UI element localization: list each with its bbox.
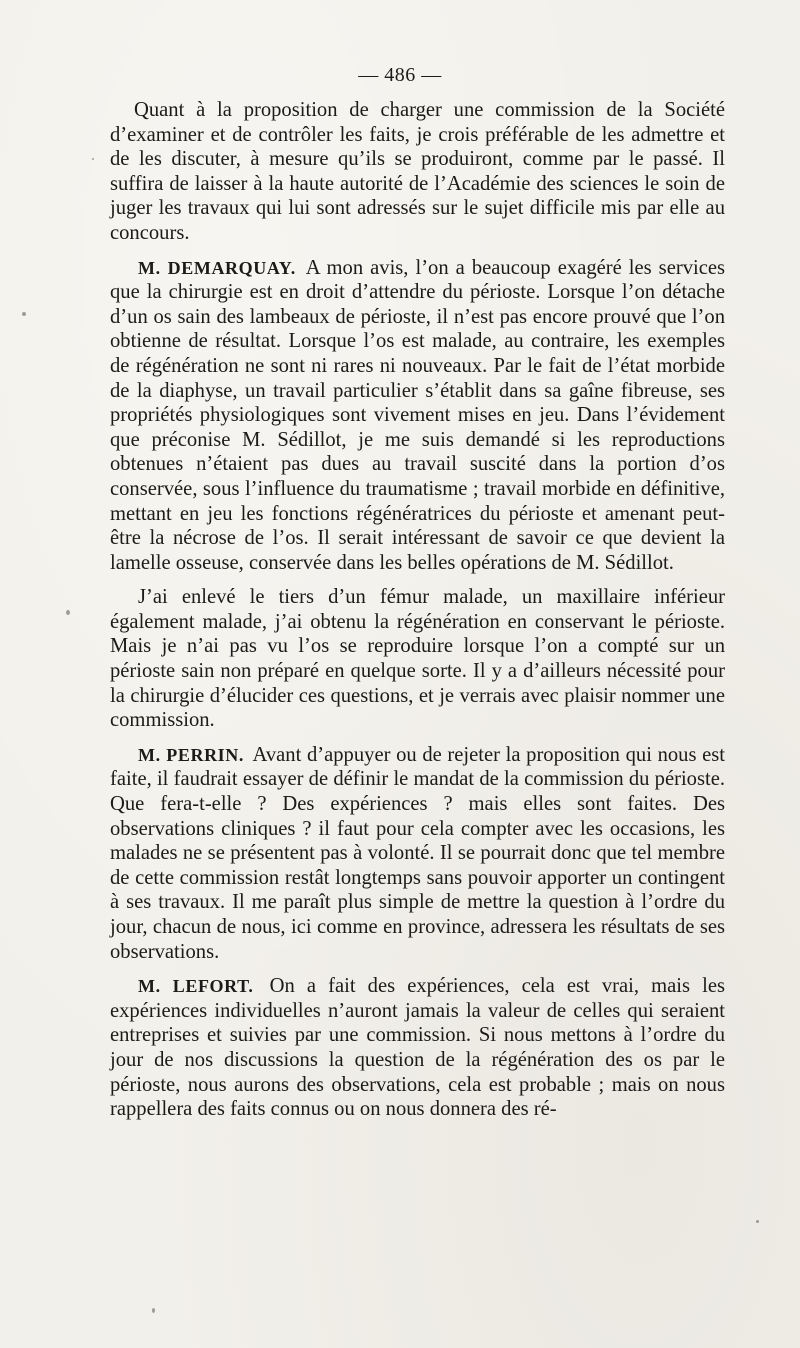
scan-speck [66, 610, 70, 615]
body-text [110, 98, 725, 1132]
scan-speck [756, 1220, 759, 1223]
paragraph-text: J’ai enlevé le tiers d’un fémur malade, un maxillaire inférieur également malade, j’ai obtenu la régénération en conservant le périoste. Mais je n’ai pas vu l’os se reproduire lorsque l’on a compté sur un périoste sain non préparé en quelque sorte. Il y a d’ailleurs nécessité pour la chirurgie d’élucider ces questions, et je verrais avec plaisir nommer une commission. [110, 586, 725, 732]
paragraph-text: On a fait des expériences, cela est vrai, mais les expériences individuelles n’auront jamais la valeur de celles qui seraient entreprises et suivies par une commission. Si nous mettons à l’ordre du jour de nos discussions la question de la régénération des os par le périoste, nous aurons des observations, cela est probable ; mais on nous rappellera des faits connus ou on nous donnera des ré- [110, 975, 725, 1121]
paragraph-5 [110, 974, 725, 1122]
paragraph-1 [110, 98, 725, 246]
paragraph-text: Avant d’appuyer ou de rejeter la proposition qui nous est faite, il faudrait essayer de définir le mandat de la commission du périoste. Que fera-t-elle ? Des expériences ? mais elles sont faites. Des observations cliniques ? il faut pour cela compter avec les occasions, les malades ne se présentent pas à volonté. Il se pourrait donc que tel membre de cette commission restât longtemps sans pouvoir apporter un contingent à ses travaux. Il me paraît plus simple de mettre la question à l’ordre du jour, chacun de nous, ici comme en province, adressera les résultats de ses observations. [110, 743, 725, 963]
paragraph-text: Quant à la proposition de charger une commission de la Société d’examiner et de contrôler les faits, je crois préférable de les admettre et de les discuter, à mesure qu’ils se produiront, comme par le passé. Il suffira de laisser à la haute autorité de l’Académie des sciences le soin de juger les travaux qui lui sont adressés sur le sujet difficile mis par elle au concours. [110, 99, 725, 244]
scan-speck [22, 312, 26, 316]
page-number: — 486 — [358, 64, 442, 86]
paragraph-2 [110, 256, 725, 576]
scan-speck [152, 1308, 155, 1313]
speaker-name: M. PERRIN. [138, 744, 244, 765]
speaker-name: M. DEMARQUAY. [138, 257, 296, 278]
speaker-name: M. LEFORT. [138, 976, 254, 997]
paragraph-text: A mon avis, l’on a beaucoup exagéré les services que la chirurgie est en droit d’attendre du périoste. Lorsque l’on détache d’un os sain des lambeaux de périoste, il n’est pas encore prouvé que l’on obtienne de résultat. Lorsque l’os est malade, au contraire, les exemples de régénération ne sont ni rares ni nouveaux. Par le fait de l’état morbide de la diaphyse, un travail particulier s’établit dans sa gaîne fibreuse, ses propriétés physiologiques sont vivement mises en jeu. Dans l’évidement que préconise M. Sédillot, je me suis demandé si les reproductions obtenues n’étaient pas dues au travail suscité dans la portion d’os conservée, sous l’influence du traumatisme ; travail morbide en définitive, mettant en jeu les fonctions régénératrices du périoste et amenant peut-être la nécrose de l’os. Il serait intéressant de savoir ce que devient la lamelle osseuse, conservée dans les belles opérations de M. Sédillot. [110, 256, 726, 574]
paragraph-4 [110, 743, 725, 964]
scan-speck [92, 158, 94, 160]
paragraph-3 [110, 585, 725, 733]
